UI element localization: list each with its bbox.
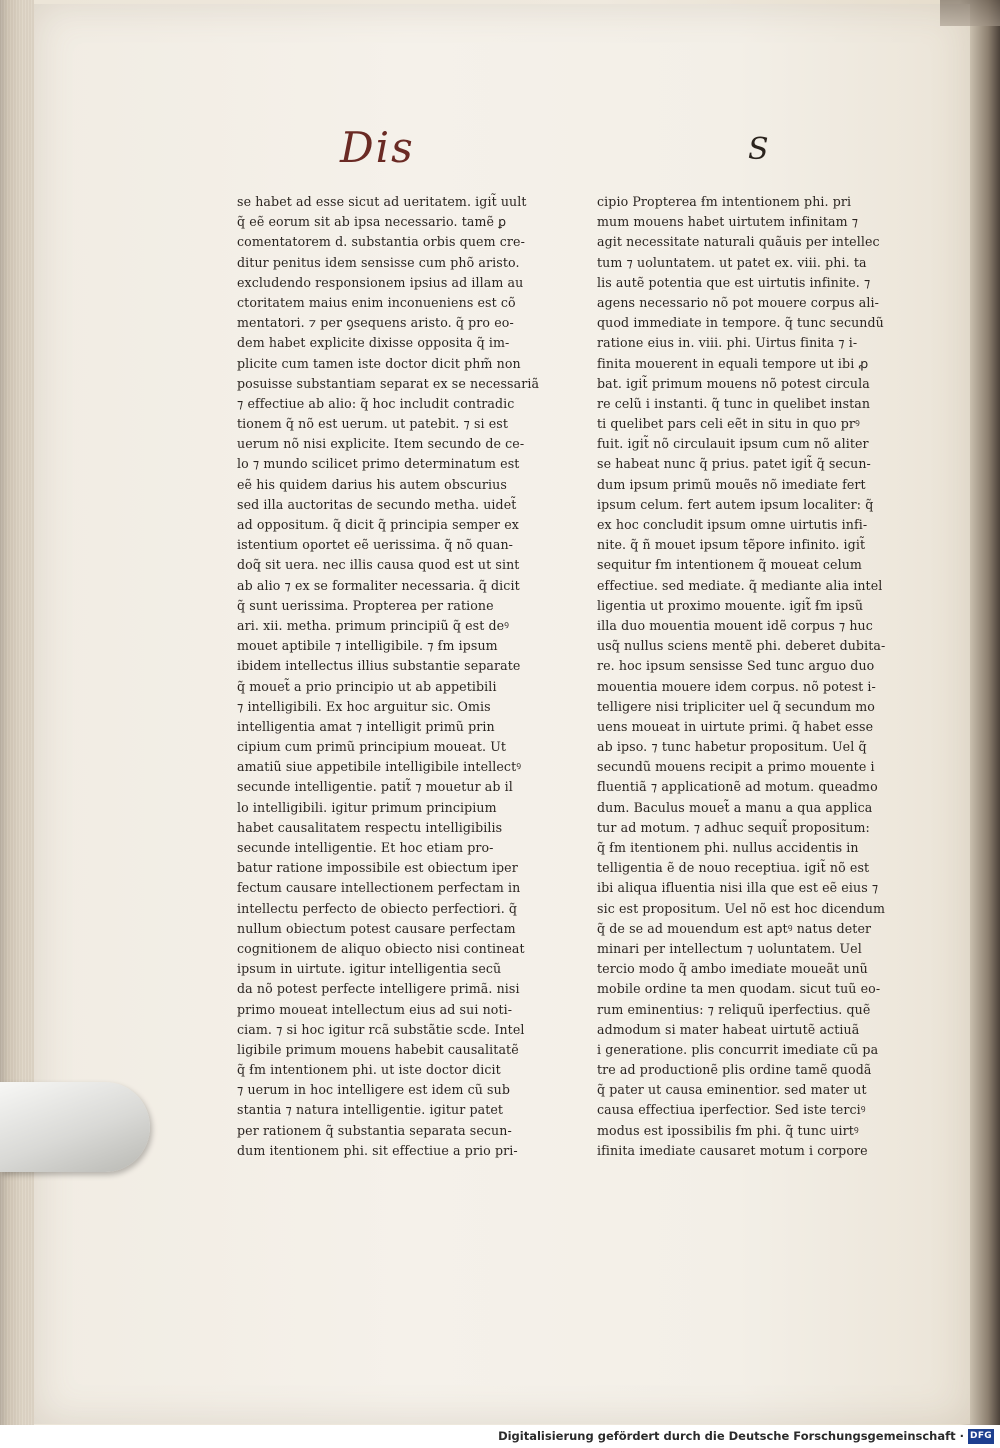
text-line: tur ad motum. ⁊ adhuc sequit̃ propositum: (597, 819, 870, 835)
funding-notice: Digitalisierung gefördert durch die Deutsche Forschungsgemeinschaft · (498, 1429, 964, 1443)
text-line: dum itentionem phi. sit effectiue a prio pri- (237, 1142, 518, 1158)
text-line: se habeat nunc q̃ prius. patet igit̃ q̃ secun- (597, 456, 871, 472)
text-line: ligibile primum mouens habebit causalitatẽ (237, 1041, 519, 1057)
text-line: ciam. ⁊ si hoc igitur rcã substãtie scde. Intel (237, 1021, 525, 1037)
text-line: cognitionem de aliquo obiecto nisi contineat (237, 940, 525, 956)
text-line: sequitur ẜm intentionem q̃ moueat celum (597, 557, 862, 573)
text-line: ⁊ uerum in hoc intelligere est idem cũ sub (237, 1082, 510, 1098)
text-line: da nõ potest perfecte intelligere primã. nisi (237, 981, 520, 997)
page-holder-clip (0, 1082, 150, 1172)
text-line: ibi aliqua ifluentia nisi illa que est eẽ eius ⁊ (597, 880, 879, 896)
text-line: ligentia ut proximo mouente. igit̃ ẜm ipsũ (597, 597, 864, 613)
text-line: ctoritatem maius enim inconueniens est cõ (237, 294, 516, 310)
book-page-edges-left (0, 0, 34, 1425)
text-line: fectum causare intellectionem perfectam in (237, 880, 521, 896)
text-line: tre ad productionẽ plis ordine tamẽ quodã (597, 1062, 872, 1078)
text-line: tionem q̃ nõ est uerum. ut patebit. ⁊ si est (237, 416, 509, 432)
text-line: fluentiã ⁊ applicationẽ ad motum. queadmo (597, 779, 878, 795)
text-line: ab alio ⁊ ex se formaliter necessaria. q̃ dicit (237, 577, 520, 593)
text-line: q̃ pater ut causa eminentior. sed mater ut (597, 1082, 867, 1098)
text-line: q̃ mouet̃ a prio principio ut ab appetibili (237, 678, 497, 694)
text-line: uerum nõ nisi explicite. Item secundo de ce- (237, 436, 525, 452)
text-line: uens moueat in uirtute primi. q̃ habet esse (597, 718, 874, 734)
text-line: secundũ mouens recipit a primo mouente i (597, 759, 875, 775)
text-line: quod immediate in tempore. q̃ tunc secundũ (597, 315, 884, 331)
text-line: agens necessario nõ pot mouere corpus ali- (597, 294, 880, 310)
text-line: intellectu perfecto de obiecto perfectiori. q̃ (237, 900, 518, 916)
text-line: mouet aptibile ⁊ intelligibile. ⁊ ẜm ipsum (237, 638, 498, 654)
text-line: tum ⁊ uoluntatem. ut patet ex. viii. phi. ta (597, 254, 867, 270)
dfg-logo-icon: DFG (968, 1429, 994, 1444)
text-line: agit necessitate naturali quãuis per intellec (597, 234, 880, 250)
text-line: q̃ de se ad mouendum est aptꝰ natus deter (597, 920, 872, 936)
text-line: telligere nisi tripliciter uel q̃ secundum mo (597, 698, 875, 714)
text-column-left (237, 192, 572, 1158)
text-line: i generatione. plis concurrit imediate cũ pa (597, 1041, 879, 1057)
text-line: re celũ i instanti. q̃ tunc in quelibet instan (597, 395, 871, 411)
text-line: stantia ⁊ natura intelligentie. igitur patet (237, 1102, 504, 1118)
text-line: ratione eius in. viii. phi. Uirtus finita ⁊ i- (597, 335, 858, 351)
signature-mark: S (748, 132, 769, 167)
text-line: secunde intelligentie. Et hoc etiam pro- (237, 840, 494, 855)
text-line: ifinita imediate causaret motum i corpore (597, 1142, 868, 1158)
text-line: doq̃ sit uera. nec illis causa quod est ut sint (237, 557, 520, 573)
text-line: excludendo responsionem ipsius ad illam au (237, 274, 524, 290)
text-line: habet causalitatem respectu intelligibilis (237, 819, 503, 835)
text-line: ari. xii. metha. primum principiũ q̃ est deꝰ (237, 617, 510, 633)
text-line: ad oppositum. q̃ dicit q̃ principia semper ex (237, 517, 519, 532)
text-line: minari per intellectum ⁊ uoluntatem. Uel (597, 940, 862, 956)
footer-bar (0, 1425, 1000, 1448)
text-line: dem habet explicite dixisse opposita q̃ im- (237, 335, 510, 351)
text-line: intelligentia amat ⁊ intelligit primũ prin (237, 718, 495, 734)
text-line: per rationem q̃ substantia separata secun- (237, 1122, 512, 1138)
text-column-right (597, 192, 917, 1158)
text-line: bat. igit̃ primum mouens nõ potest circula (597, 375, 870, 391)
text-line: ⁊ effectiue ab alio: q̃ hoc includit contradic (237, 395, 515, 411)
text-line: posuisse substantiam separat ex se necessariã (237, 375, 540, 391)
text-line: amatiũ siue appetibile intelligibile intellectꝰ (237, 759, 522, 775)
text-line: sic est propositum. Uel nõ est hoc dicendum (597, 900, 886, 916)
text-line: lo ⁊ mundo scilicet primo determinatum est (237, 456, 520, 472)
text-line: nite. q̃ ñ mouet ipsum tẽpore infinito. igit̃ (597, 537, 866, 553)
book-cover-edge-right (970, 0, 1000, 1425)
text-line: q̃ sunt uerissima. Propterea per ratione (237, 597, 494, 613)
text-line: ⁊ intelligibili. Ex hoc arguitur sic. Omis (237, 698, 491, 714)
text-line: fuit. igit̃ nõ circulauit ipsum cum nõ aliter (597, 436, 869, 452)
text-line: istentium oportet eẽ uerissima. q̃ nõ quan- (237, 537, 514, 553)
text-line: dum ipsum primũ mouẽs nõ imediate fert (597, 476, 866, 492)
text-line: lo intelligibili. igitur primum principium (237, 799, 497, 815)
text-line: mobile ordine ta men quodam. sicut tuũ eo- (597, 981, 881, 997)
text-line: se habet ad esse sicut ad ueritatem. igit̃ uult (237, 194, 527, 209)
text-line: dum. Baculus mouet̃ a manu a qua applica (597, 799, 873, 815)
text-line: rum eminentius: ⁊ reliquũ iperfectius. quẽ (597, 1001, 871, 1017)
text-line: finita mouerent in equali tempore ut ibi ꝓ (597, 355, 869, 371)
text-line: plicite cum tamen iste doctor dicit phm̃ non (237, 355, 521, 371)
text-line: nullum obiectum potest causare perfectam (237, 920, 516, 936)
text-line: q̃ ẜm itentionem phi. nullus accidentis in (597, 840, 859, 855)
text-line: ex hoc concludit ipsum omne uirtutis infi- (597, 517, 868, 532)
text-line: lis autẽ potentia que est uirtutis infinite. ⁊ (597, 274, 871, 290)
text-line: mentatori. ⁊ per ꝯsequens aristo. q̃ pro eo- (237, 315, 514, 331)
text-line: primo moueat intellectum eius ad sui noti- (237, 1001, 513, 1017)
running-head-left: Dis (340, 123, 415, 172)
text-line: ipsum celum. fert autem ipsum localiter: q̃ (597, 496, 874, 512)
text-line: ditur penitus idem sensisse cum phõ aristo. (237, 254, 520, 270)
text-line: eẽ his quidem darius his autem obscurius (237, 476, 507, 492)
text-line: comentatorem d. substantia orbis quem cre- (237, 234, 525, 250)
text-line: tercio modo q̃ ambo imediate moueãt unũ (597, 961, 868, 977)
text-line: batur ratione impossibile est obiectum iper (237, 860, 518, 876)
text-line: effectiue. sed mediate. q̃ mediante alia intel (597, 577, 883, 593)
text-line: mum mouens habet uirtutem infinitam ⁊ (597, 214, 859, 230)
cover-corner (940, 0, 1000, 26)
text-line: causa effectiua iperfectior. Sed iste terciꝰ (597, 1102, 866, 1118)
text-line: ab ipso. ⁊ tunc habetur propositum. Uel q̃ (597, 739, 867, 755)
text-line: telligentia ẽ de nouo receptiua. igit̃ nõ est (597, 860, 870, 876)
text-line: sed illa auctoritas de secundo metha. uidet̃ (237, 496, 517, 512)
text-line: re. hoc ipsum sensisse Sed tunc arguo duo (597, 658, 875, 674)
text-line: ipsum in uirtute. igitur intelligentia secũ (237, 961, 502, 977)
text-line: usq̃ nullus sciens mentẽ phi. deberet dubita- (597, 638, 886, 654)
text-line: modus est ipossibilis ẜm phi. q̃ tunc uirtꝰ (597, 1122, 859, 1138)
text-line: secunde intelligentie. patit̃ ⁊ mouetur ab il (237, 779, 513, 795)
text-line: ibidem intellectus illius substantie separate (237, 658, 521, 674)
text-line: q̃ ẜm intentionem phi. ut iste doctor dicit (237, 1062, 501, 1078)
text-line: cipio Propterea ẜm intentionem phi. pri (597, 194, 852, 209)
text-line: mouentia mouere idem corpus. nõ potest i- (597, 678, 876, 694)
text-line: illa duo mouentia mouent idẽ corpus ⁊ huc (597, 617, 873, 633)
text-line: admodum si mater habeat uirtutẽ actiuã (597, 1021, 860, 1037)
text-line: cipium cum primũ principium moueat. Ut (237, 739, 507, 755)
text-line: q̃ eẽ eorum sit ab ipsa necessario. tamẽ ꝑ (237, 214, 507, 230)
text-line: ti quelibet pars celi eẽt in situ in quo prꝰ (597, 416, 860, 432)
